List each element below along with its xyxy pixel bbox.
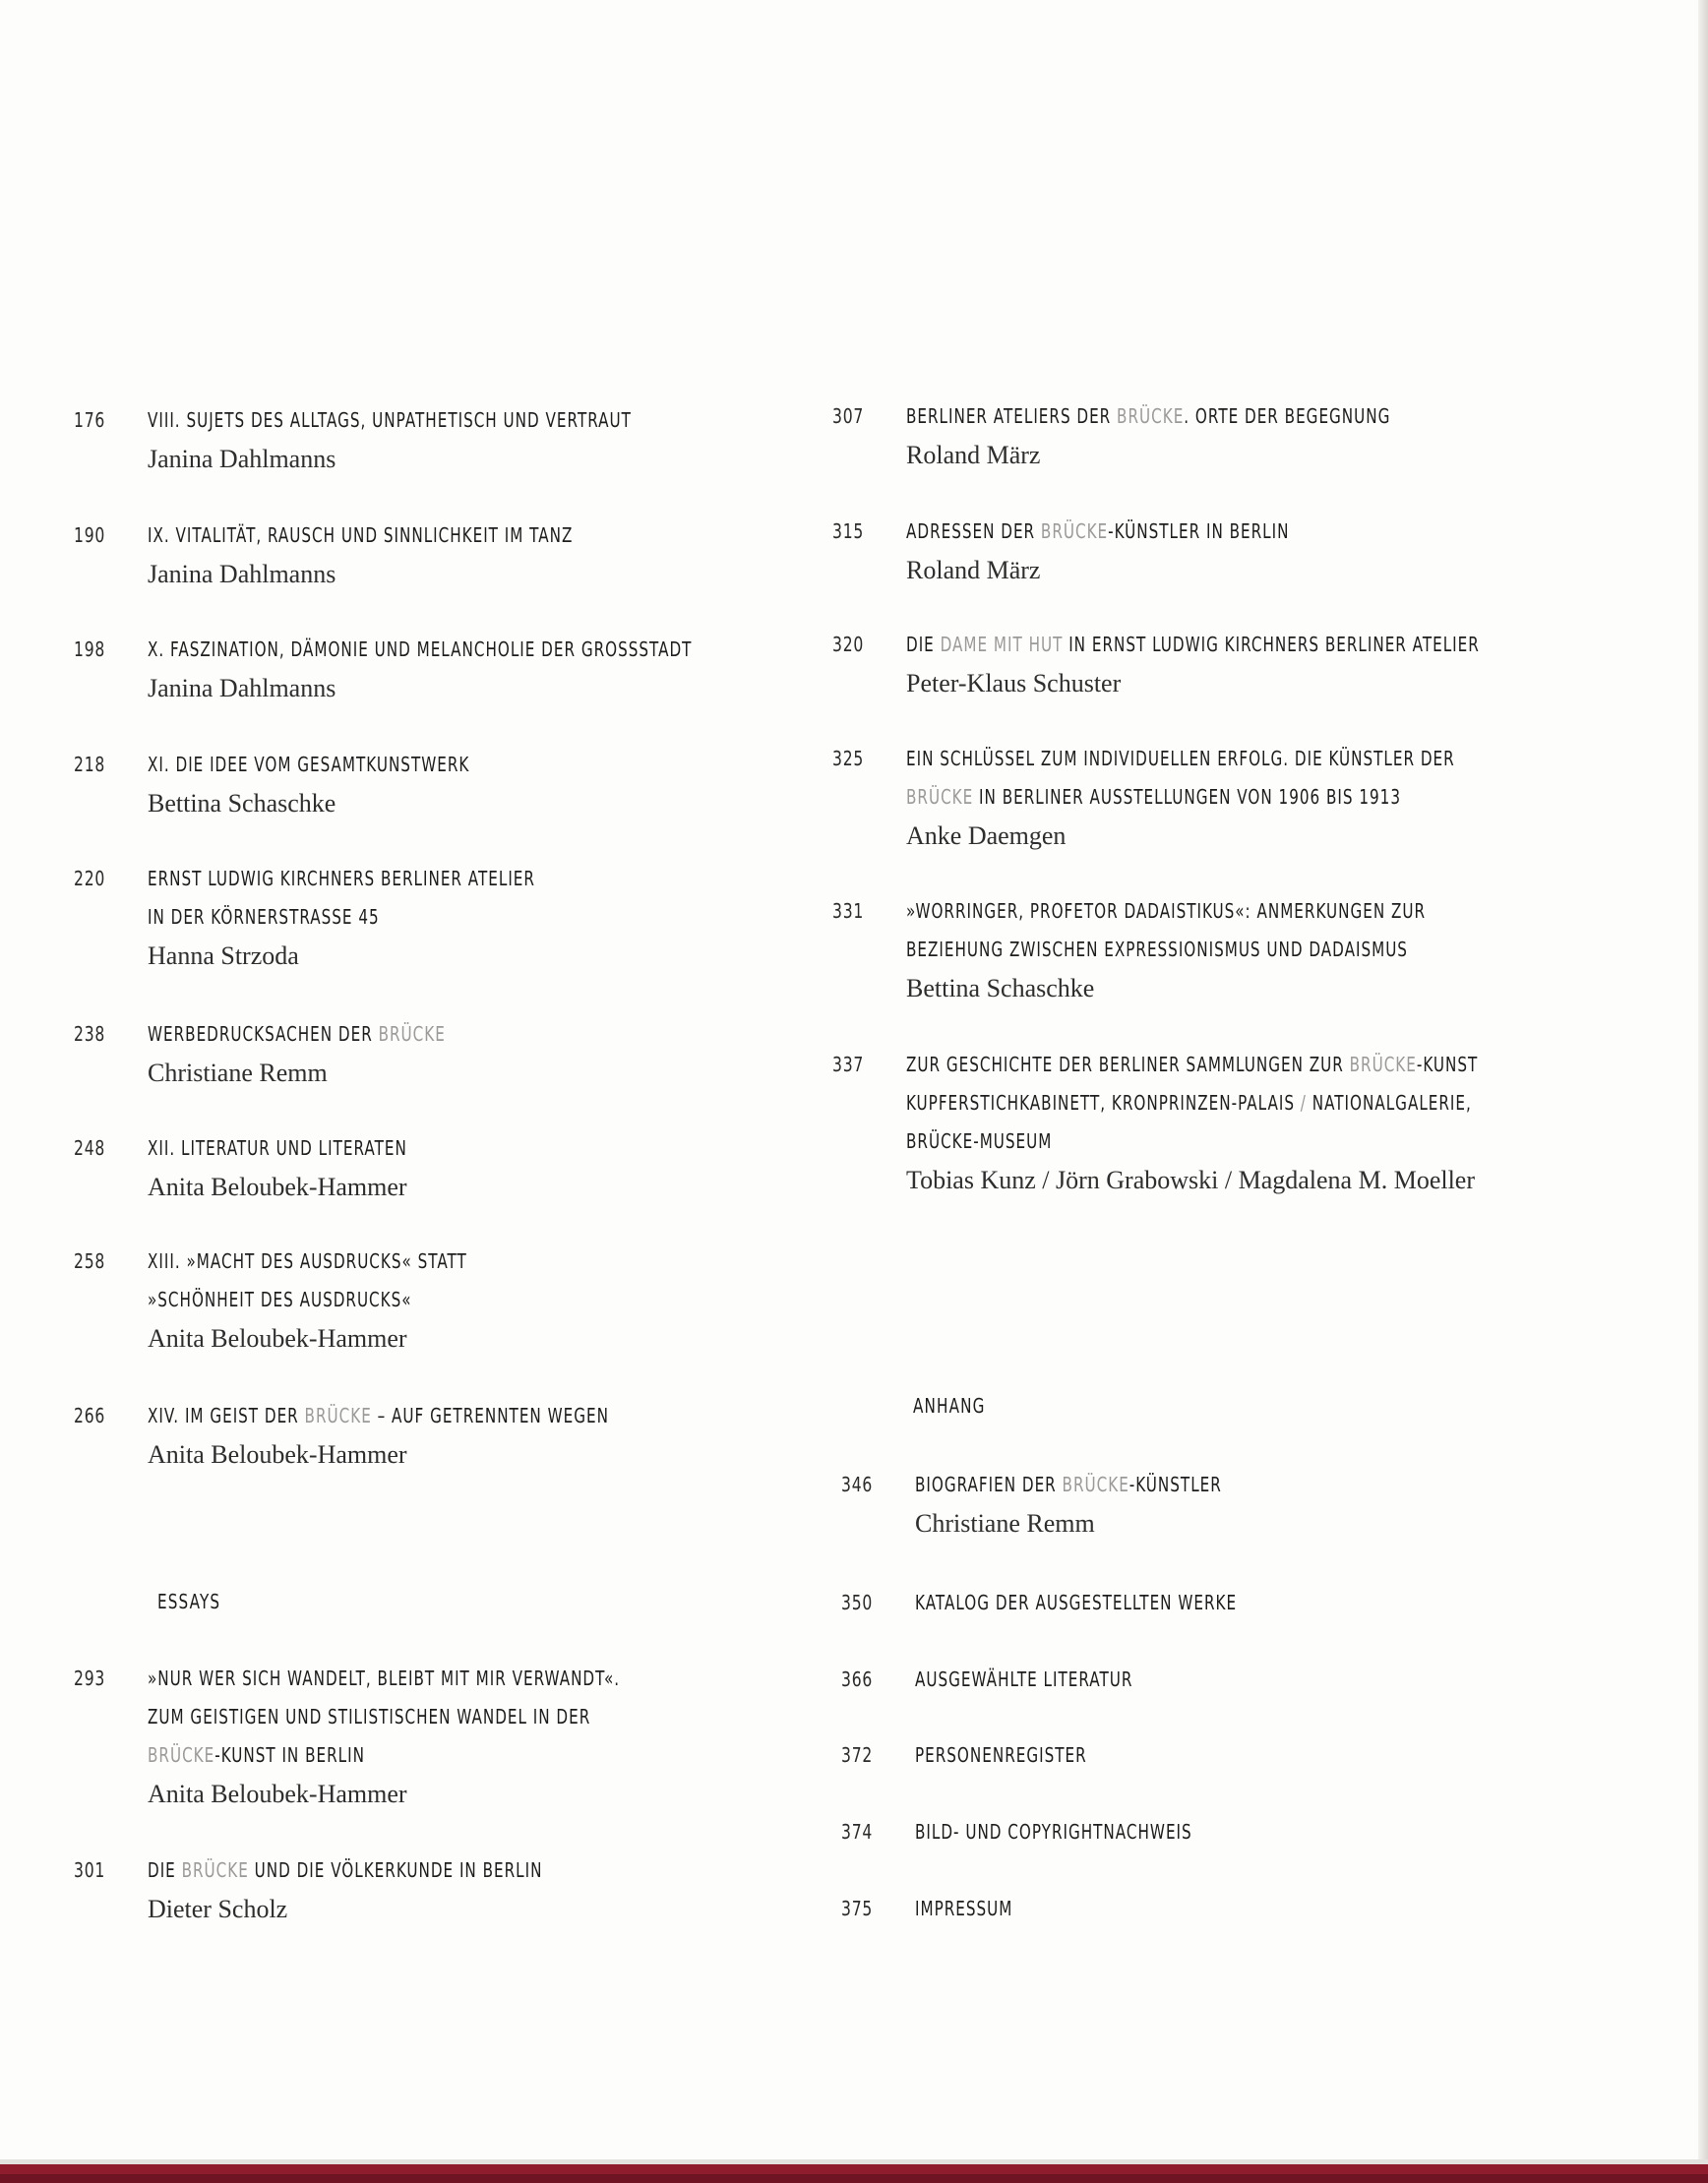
- toc-title-line: [148, 1397, 881, 1435]
- toc-entry-body: [906, 740, 1708, 856]
- toc-entry-title: [148, 401, 881, 440]
- toc-title-text: XIII. »MACHT DES AUSDRUCKS« STATT: [148, 1249, 467, 1273]
- toc-title-text: ZUR GESCHICHTE DER BERLINER SAMMLUNGEN ZUR: [906, 1053, 1350, 1076]
- toc-page-number: 372: [841, 1743, 874, 1767]
- toc-entry-title: [915, 1466, 1648, 1504]
- toc-title-text: VIII. SUJETS DES ALLTAGS, UNPATHETISCH UND VERTRAUT: [148, 408, 632, 432]
- toc-title-line: [915, 1890, 1648, 1928]
- toc-entry-author: Dieter Scholz: [148, 1895, 288, 1923]
- toc-title-line: [148, 401, 881, 440]
- toc-page-number: 350: [841, 1591, 874, 1614]
- toc-title-line: [906, 931, 1639, 969]
- toc-title-line: [906, 1084, 1639, 1122]
- toc-title-text: BRÜCKE-MUSEUM: [906, 1129, 1053, 1153]
- toc-title-highlight: BRÜCKE: [906, 785, 974, 809]
- toc-entry-body: [148, 1129, 964, 1207]
- toc-page-number: 220: [74, 867, 106, 890]
- toc-entry-author: Anke Daemgen: [906, 821, 1067, 850]
- toc-entry-body: [915, 1890, 1708, 1928]
- toc-title-line: [148, 1660, 881, 1698]
- toc-title-line: [915, 1813, 1648, 1851]
- page-edge-shadow: [1698, 0, 1708, 2159]
- toc-entry-author: Anita Beloubek-Hammer: [148, 1780, 407, 1808]
- toc-entry-author: Janina Dahlmanns: [148, 560, 336, 588]
- toc-page-number: 198: [74, 637, 106, 661]
- toc-entry-title: [915, 1890, 1648, 1928]
- toc-entry-title: [915, 1661, 1648, 1699]
- toc-page-number: 325: [832, 747, 865, 770]
- toc-entry-body: [915, 1584, 1708, 1622]
- toc-title-highlight: BRÜCKE: [378, 1022, 446, 1046]
- toc-page-number: 258: [74, 1249, 106, 1273]
- toc-entry-title: [906, 626, 1639, 664]
- toc-page-number: 331: [832, 899, 865, 923]
- toc-page-number: 176: [74, 408, 106, 432]
- toc-entry-body: [915, 1466, 1708, 1544]
- toc-entry-author: Peter-Klaus Schuster: [906, 669, 1122, 697]
- toc-entry-title: [915, 1813, 1648, 1851]
- toc-title-text: IN ERNST LUDWIG KIRCHNERS BERLINER ATELIER: [1063, 633, 1480, 656]
- toc-entry-author: Anita Beloubek-Hammer: [148, 1440, 407, 1469]
- toc-entry-title: [915, 1736, 1648, 1775]
- toc-title-text: BERLINER ATELIERS DER: [906, 404, 1118, 428]
- toc-title-text: IX. VITALITÄT, RAUSCH UND SINNLICHKEIT IM TANZ: [148, 523, 574, 547]
- toc-title-text: DIE: [906, 633, 941, 656]
- toc-title-line: [906, 1046, 1639, 1084]
- toc-title-line: [148, 631, 881, 669]
- toc-title-text: KATALOG DER AUSGESTELLTEN WERKE: [915, 1591, 1238, 1614]
- toc-title-line: [906, 626, 1639, 664]
- toc-title-text: PERSONENREGISTER: [915, 1743, 1087, 1767]
- toc-title-highlight: BRÜCKE: [1349, 1053, 1417, 1076]
- toc-entry-body: [915, 1813, 1708, 1851]
- toc-entry-author: Christiane Remm: [915, 1509, 1095, 1538]
- toc-entry-title: [148, 746, 881, 784]
- toc-title-text: IMPRESSUM: [915, 1897, 1013, 1920]
- toc-title-line: [906, 778, 1639, 817]
- toc-page-number: 337: [832, 1053, 865, 1076]
- toc-title-text: »NUR WER SICH WANDELT, BLEIBT MIT MIR VERWANDT«.: [148, 1667, 621, 1690]
- section-heading-essays: ESSAYS: [157, 1590, 221, 1613]
- toc-title-highlight: DAME MIT HUT: [940, 633, 1064, 656]
- toc-entry-title: [148, 1851, 881, 1890]
- toc-title-line: [148, 898, 881, 937]
- toc-title-text: . ORTE DER BEGEGNUNG: [1184, 404, 1391, 428]
- toc-entry-title: [148, 1243, 881, 1319]
- toc-page-number: 307: [832, 404, 865, 428]
- toc-entry-body: [906, 513, 1708, 590]
- toc-entry-title: [906, 397, 1639, 436]
- toc-title-text: »SCHÖNHEIT DES AUSDRUCKS«: [148, 1288, 412, 1311]
- toc-entry-body: [915, 1736, 1708, 1775]
- toc-title-line: [148, 1698, 881, 1736]
- toc-title-text: -KUNST IN BERLIN: [214, 1743, 365, 1767]
- toc-title-line: [915, 1736, 1648, 1775]
- toc-title-text: IN BERLINER AUSSTELLUNGEN VON 1906 BIS 1913: [973, 785, 1401, 809]
- toc-page-number: 366: [841, 1668, 874, 1691]
- toc-entry-title: [906, 892, 1639, 969]
- toc-title-text: -KUNST: [1416, 1053, 1479, 1076]
- toc-title-text: AUSGEWÄHLTE LITERATUR: [915, 1668, 1133, 1691]
- toc-entry-author: Tobias Kunz / Jörn Grabowski / Magdalena M. Moeller: [906, 1166, 1476, 1194]
- toc-entry-body: [915, 1661, 1708, 1699]
- toc-title-line: [906, 513, 1639, 551]
- toc-entry-author: Anita Beloubek-Hammer: [148, 1173, 407, 1201]
- toc-title-text: – AUF GETRENNTEN WEGEN: [371, 1404, 609, 1427]
- toc-page-number: 293: [74, 1667, 106, 1690]
- toc-entry-body: [148, 1397, 964, 1475]
- toc-title-line: [915, 1466, 1648, 1504]
- toc-title-text: NATIONALGALERIE,: [1306, 1091, 1472, 1115]
- toc-entry-body: [906, 892, 1708, 1008]
- toc-entry-author: Christiane Remm: [148, 1059, 328, 1087]
- toc-title-line: [906, 397, 1639, 436]
- toc-title-text: XI. DIE IDEE VOM GESAMTKUNSTWERK: [148, 753, 470, 776]
- toc-page-number: 320: [832, 633, 865, 656]
- toc-title-text: XIV. IM GEIST DER: [148, 1404, 305, 1427]
- toc-title-line: [915, 1584, 1648, 1622]
- toc-title-line: [148, 1736, 881, 1775]
- toc-entry-author: Bettina Schaschke: [906, 974, 1095, 1002]
- toc-page-number: 301: [74, 1858, 106, 1882]
- toc-title-text: DIE: [148, 1858, 182, 1882]
- toc-entry-title: [148, 516, 881, 555]
- toc-title-line: [915, 1661, 1648, 1699]
- toc-title-text: EIN SCHLÜSSEL ZUM INDIVIDUELLEN ERFOLG. DIE KÜNSTLER DER: [906, 747, 1455, 770]
- toc-title-text: KUPFERSTICHKABINETT, KRONPRINZEN-PALAIS: [906, 1091, 1301, 1115]
- toc-entry-title: [148, 1129, 881, 1168]
- toc-entry-title: [915, 1584, 1648, 1622]
- toc-title-text: XII. LITERATUR UND LITERATEN: [148, 1136, 407, 1160]
- toc-entry-author: Janina Dahlmanns: [148, 445, 336, 473]
- toc-page-number: 190: [74, 523, 106, 547]
- toc-entry-title: [148, 1015, 881, 1054]
- toc-title-highlight: BRÜCKE: [1117, 404, 1185, 428]
- toc-page-number: 375: [841, 1897, 874, 1920]
- toc-title-text: ZUM GEISTIGEN UND STILISTISCHEN WANDEL IN DER: [148, 1705, 591, 1728]
- toc-entry-body: [906, 626, 1708, 703]
- toc-title-line: [148, 1129, 881, 1168]
- toc-title-line: [148, 516, 881, 555]
- toc-title-highlight: /: [1300, 1091, 1307, 1115]
- toc-title-text: WERBEDRUCKSACHEN DER: [148, 1022, 379, 1046]
- toc-entry-author: Roland März: [906, 441, 1041, 469]
- toc-title-line: [148, 1015, 881, 1054]
- toc-entry-title: [906, 740, 1639, 817]
- toc-entry-author: Bettina Schaschke: [148, 789, 336, 818]
- toc-title-text: UND DIE VÖLKERKUNDE IN BERLIN: [248, 1858, 543, 1882]
- toc-entry-author: Roland März: [906, 556, 1041, 584]
- book-cover-edge: [0, 2159, 1708, 2183]
- toc-title-text: -KÜNSTLER: [1128, 1473, 1222, 1496]
- toc-title-text: IN DER KÖRNERSTRASSE 45: [148, 905, 380, 929]
- toc-title-line: [148, 1281, 881, 1319]
- toc-page-number: 266: [74, 1404, 106, 1427]
- toc-page-number: 238: [74, 1022, 106, 1046]
- toc-title-line: [148, 1243, 881, 1281]
- toc-title-line: [906, 740, 1639, 778]
- toc-entry-body: [148, 1243, 964, 1359]
- toc-title-line: [148, 1851, 881, 1890]
- toc-entry-title: [148, 1397, 881, 1435]
- toc-entry-author: Janina Dahlmanns: [148, 674, 336, 702]
- toc-entry-title: [906, 1046, 1639, 1161]
- toc-title-highlight: BRÜCKE: [1062, 1473, 1129, 1496]
- toc-title-text: ADRESSEN DER: [906, 519, 1041, 543]
- toc-title-text: BEZIEHUNG ZWISCHEN EXPRESSIONISMUS UND DADAISMUS: [906, 938, 1408, 961]
- toc-title-text: -KÜNSTLER IN BERLIN: [1108, 519, 1290, 543]
- toc-entry-body: [906, 397, 1708, 475]
- toc-title-text: ERNST LUDWIG KIRCHNERS BERLINER ATELIER: [148, 867, 535, 890]
- section-heading-anhang: ANHANG: [913, 1394, 986, 1418]
- toc-title-text: BIOGRAFIEN DER: [915, 1473, 1063, 1496]
- toc-title-line: [906, 1122, 1639, 1161]
- toc-page-number: 315: [832, 519, 865, 543]
- toc-title-text: BILD- UND COPYRIGHTNACHWEIS: [915, 1820, 1192, 1844]
- toc-entry-title: [148, 631, 881, 669]
- toc-title-highlight: BRÜCKE: [148, 1743, 215, 1767]
- toc-title-line: [148, 860, 881, 898]
- toc-entry-title: [148, 860, 881, 937]
- toc-entry-author: Anita Beloubek-Hammer: [148, 1324, 407, 1353]
- toc-page-number: 248: [74, 1136, 106, 1160]
- toc-entry-title: [906, 513, 1639, 551]
- toc-entry-author: Hanna Strzoda: [148, 941, 299, 970]
- toc-page-number: 346: [841, 1473, 874, 1496]
- toc-title-highlight: BRÜCKE: [1040, 519, 1109, 543]
- toc-title-text: »WORRINGER, PROFETOR DADAISTIKUS«: ANMERKUNGEN ZUR: [906, 899, 1427, 923]
- toc-page-number: 374: [841, 1820, 874, 1844]
- toc-title-line: [148, 746, 881, 784]
- toc-entry-body: [906, 1046, 1708, 1200]
- toc-title-highlight: BRÜCKE: [304, 1404, 372, 1427]
- toc-title-highlight: BRÜCKE: [181, 1858, 249, 1882]
- toc-title-line: [906, 892, 1639, 931]
- toc-entry-title: [148, 1660, 881, 1775]
- toc-page-number: 218: [74, 753, 106, 776]
- toc-title-text: X. FASZINATION, DÄMONIE UND MELANCHOLIE DER GROSSSTADT: [148, 637, 693, 661]
